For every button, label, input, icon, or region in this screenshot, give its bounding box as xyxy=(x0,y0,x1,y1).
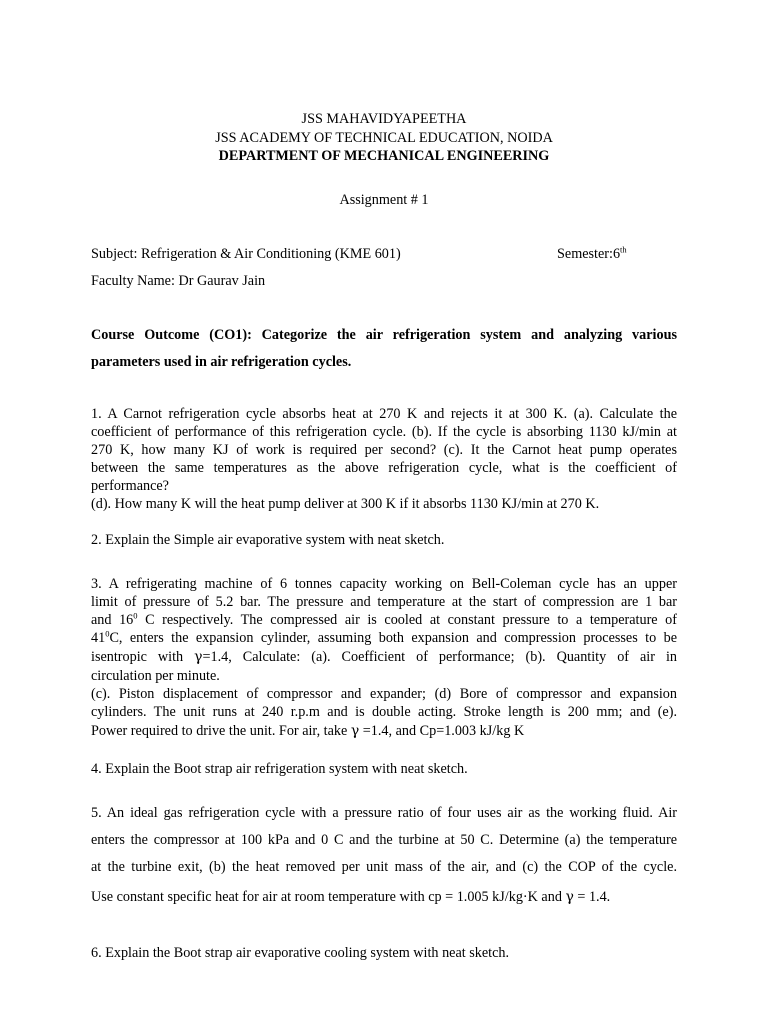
q5-line-3: at the turbine exit, (b) the heat removed per unit mass of the air, and (c) the COP of the cycle. xyxy=(91,860,677,875)
q3-line-8: cylinders. The unit runs at 240 r.p.m and is double acting. Stroke length is 200 mm; and (e). xyxy=(91,705,677,720)
department-name: DEPARTMENT OF MECHANICAL ENGINEERING xyxy=(218,148,550,164)
q3-line-4: $41^0C$, enters the expansion cylinder, assuming both expansion and compression processes to be xyxy=(91,631,677,646)
gamma-symbol: γ xyxy=(350,723,360,739)
question-4: 4. Explain the Boot strap air refrigeration system with neat sketch. xyxy=(91,761,468,777)
q1-line-5: performance? xyxy=(91,478,169,494)
academy-name: JSS ACADEMY OF TECHNICAL EDUCATION, NOIDA xyxy=(215,130,553,146)
semester-label: Semester:6 xyxy=(557,246,621,262)
assignment-title: Assignment # 1 xyxy=(339,192,429,208)
q1-line-6: (d). How many K will the heat pump deliver at 300 K if it absorbs 1130 KJ/min at 270 K. xyxy=(91,496,600,512)
q1-line-1: 1. A Carnot refrigeration cycle absorbs heat at 270 K and rejects it at 300 K. (a). Calculate the xyxy=(91,407,677,422)
q3-line-5: isentropic with γ=1.4, Calculate: (a). Coefficient of performance; (b). Quantity of air in xyxy=(91,650,677,665)
faculty-line: Faculty Name: Dr Gaurav Jain xyxy=(91,273,266,289)
q1-line-4: between the same temperatures as the above refrigeration cycle, what is the coefficient of xyxy=(91,461,677,476)
institution-name: JSS MAHAVIDYAPEETHA xyxy=(301,111,467,127)
question-6: 6. Explain the Boot strap air evaporative cooling system with neat sketch. xyxy=(91,945,510,961)
q3-line-7: (c). Piston displacement of compressor and expander; (d) Bore of compressor and expansion xyxy=(91,687,677,702)
gamma-symbol: γ xyxy=(194,650,203,665)
q3-line-2: limit of pressure of 5.2 bar. The pressure and temperature at the start of compression are 1 bar xyxy=(91,595,677,610)
q3-line-3: and $16^0$ C respectively. The compressed air is cooled at constant pressure to a temperature of xyxy=(91,613,677,628)
q3-line-6: circulation per minute. xyxy=(91,668,220,684)
course-outcome-line-1: Course Outcome (CO1): Categorize the air refrigeration system and analyzing various xyxy=(91,328,677,343)
semester-line xyxy=(557,244,627,262)
course-outcome-line-2: parameters used in air refrigeration cycles. xyxy=(91,354,352,370)
semester-suffix: th xyxy=(620,244,627,255)
q5-line-1: 5. An ideal gas refrigeration cycle with a pressure ratio of four uses air as the working fluid. Air xyxy=(91,806,677,821)
q5-line-4: Use constant specific heat for air at room temperature with cp = 1.005 kJ/kg·K and γ = 1.4. xyxy=(91,889,611,905)
q1-line-2: coefficient of performance of this refrigeration cycle. (b). If the cycle is absorbing 1130 kJ/min at xyxy=(91,425,677,440)
q3-line-9: Power required to drive the unit. For air, take γ =1.4, and Cp=1.003 kJ/kg K xyxy=(91,723,525,739)
subject-line: Subject: Refrigeration & Air Conditioning (KME 601) xyxy=(91,246,401,262)
q1-line-3: 270 K, how many KJ of work is required per second? (c). It the Carnot heat pump operates xyxy=(91,443,677,458)
q5-line-2: enters the compressor at 100 kPa and 0 C and the turbine at 50 C. Determine (a) the temperature xyxy=(91,833,677,848)
gamma-symbol: γ xyxy=(565,889,574,905)
question-2: 2. Explain the Simple air evaporative system with neat sketch. xyxy=(91,532,445,548)
q3-line-1: 3. A refrigerating machine of 6 tonnes capacity working on Bell-Coleman cycle has an upper xyxy=(91,577,677,592)
